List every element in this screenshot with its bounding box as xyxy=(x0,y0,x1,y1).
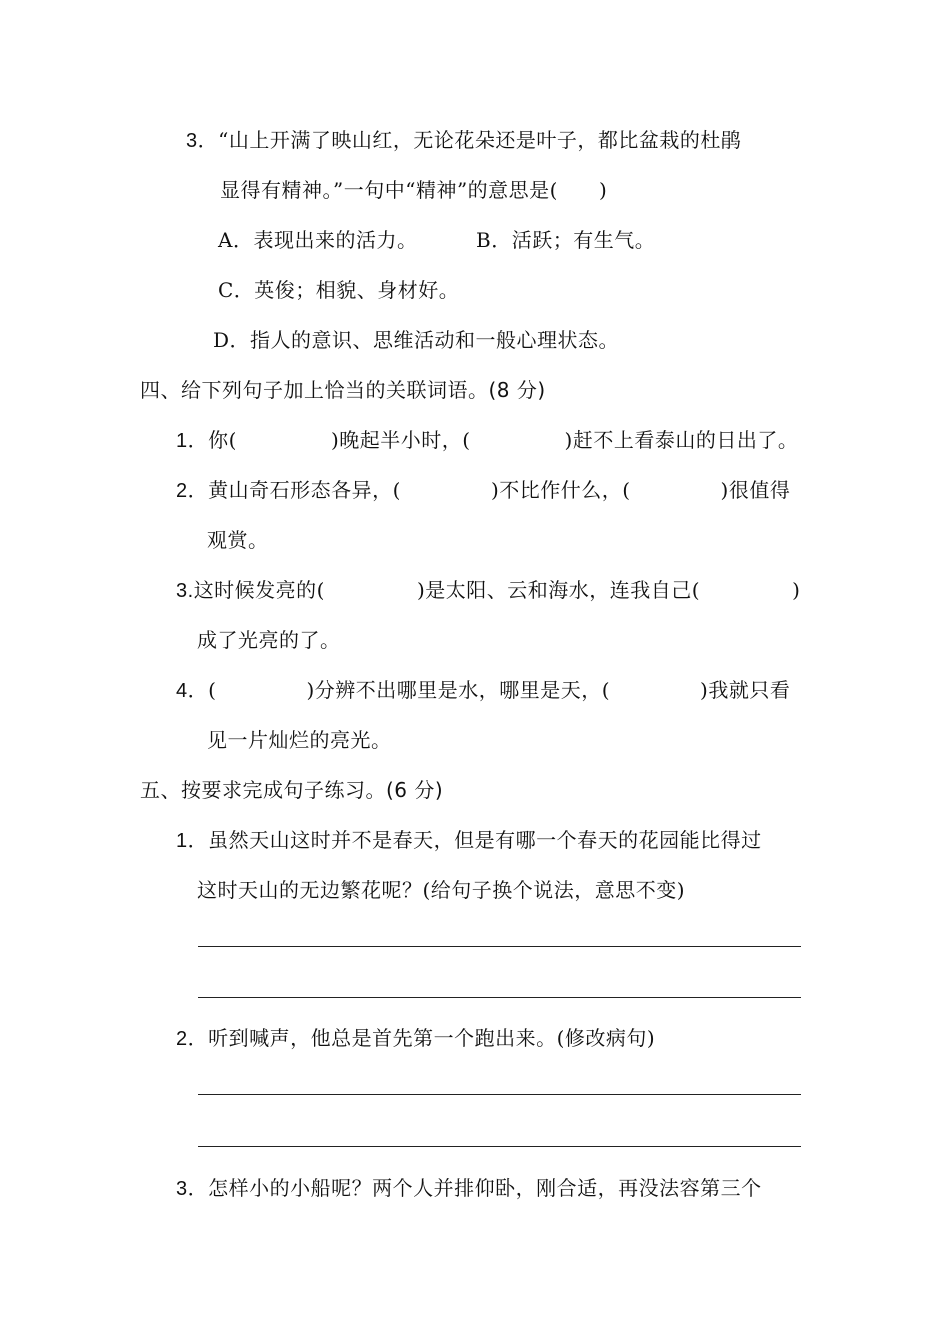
item-number: 3． xyxy=(176,1178,209,1200)
item-text-part: 黄山奇石形态各异，( xyxy=(208,478,401,502)
item-text-part: 这时候发亮的( xyxy=(193,578,325,602)
item-text: 听到喊声，他总是首先第一个跑出来。(修改病句) xyxy=(208,1026,656,1050)
section-5-item-2 xyxy=(176,1024,655,1053)
question-text: “山上开满了映山红，无论花朵还是叶子，都比盆栽的杜鹃 xyxy=(218,128,742,152)
answer-line[interactable] xyxy=(198,946,801,947)
item-text-part: ) xyxy=(792,578,801,602)
section-4-item-2-cont: 观赏。 xyxy=(207,528,269,552)
item-text: 虽然天山这时并不是春天，但是有哪一个春天的花园能比得过 xyxy=(208,828,762,852)
question-3-line2: 显得有精神。”一句中“精神”的意思是( ) xyxy=(220,178,608,202)
section-4-item-4 xyxy=(176,676,790,705)
item-number: 1． xyxy=(176,430,209,452)
item-text-part: )赶不上看泰山的日出了。 xyxy=(564,428,799,452)
section-5-title: 五、按要求完成句子练习。(6 分) xyxy=(140,778,444,802)
item-text-part: )很值得 xyxy=(720,478,791,502)
section-5-item-1-line2: 这时天山的无边繁花呢？(给句子换个说法，意思不变) xyxy=(197,878,686,902)
item-text-part: )晚起半小时，( xyxy=(330,428,471,452)
item-text-part: )我就只看 xyxy=(700,678,791,702)
item-number: 2． xyxy=(176,1028,209,1050)
section-4-item-1 xyxy=(176,426,798,455)
section-4-item-3 xyxy=(176,576,800,605)
item-text-part: 你( xyxy=(208,428,237,452)
section-4-title: 四、给下列句子加上恰当的关联词语。(8 分) xyxy=(140,378,546,402)
section-4-item-3-cont: 成了光亮的了。 xyxy=(197,628,341,652)
item-number: 3. xyxy=(176,580,194,602)
option-a: A．表现出来的活力。 xyxy=(218,228,418,252)
item-text-part: ( xyxy=(208,678,217,702)
section-5-item-3 xyxy=(176,1174,762,1203)
answer-line[interactable] xyxy=(198,997,801,998)
item-text-part: )是太阳、云和海水，连我自己( xyxy=(417,578,701,602)
option-d: D．指人的意识、思维活动和一般心理状态。 xyxy=(213,328,620,352)
item-number: 4． xyxy=(176,680,209,702)
item-text-part: )不比作什么，( xyxy=(490,478,631,502)
option-b: B．活跃；有生气。 xyxy=(476,228,656,252)
question-number: 3． xyxy=(186,130,219,152)
option-c: C．英俊；相貌、身材好。 xyxy=(218,278,460,302)
section-5-item-1-line1 xyxy=(176,826,762,855)
item-number: 2． xyxy=(176,480,209,502)
item-number: 1． xyxy=(176,830,209,852)
item-text: 怎样小的小船呢？两个人并排仰卧，刚合适，再没法容第三个 xyxy=(208,1176,762,1200)
section-4-item-2 xyxy=(176,476,790,505)
answer-line[interactable] xyxy=(198,1146,801,1147)
section-4-item-4-cont: 见一片灿烂的亮光。 xyxy=(207,728,392,752)
item-text-part: )分辨不出哪里是水，哪里是天，( xyxy=(306,678,611,702)
answer-line[interactable] xyxy=(198,1094,801,1095)
question-3-line1 xyxy=(186,126,741,155)
